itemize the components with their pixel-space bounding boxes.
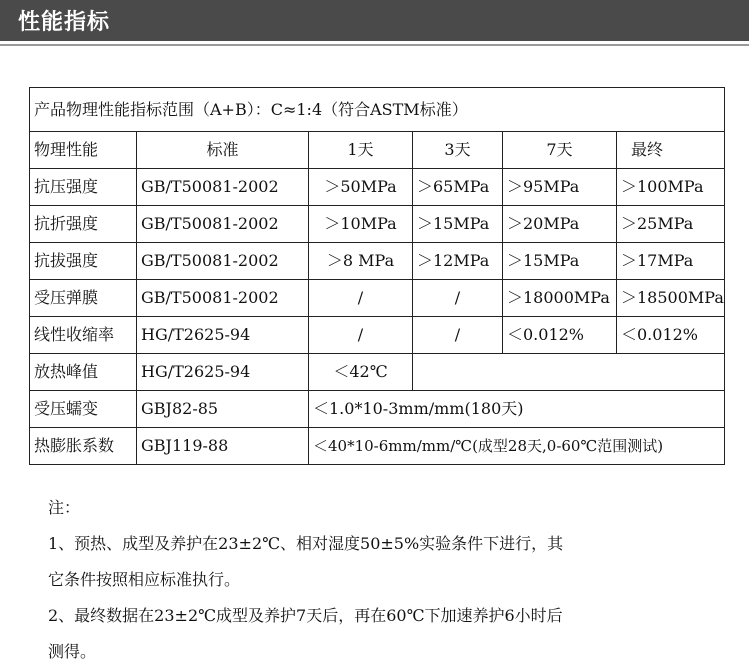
table-row xyxy=(30,317,725,354)
property-cell: 受压弹膜 xyxy=(30,280,137,317)
column-header: 7天 xyxy=(503,132,617,169)
column-header: 3天 xyxy=(413,132,503,169)
property-cell: 抗折强度 xyxy=(30,206,137,243)
day3-cell: ＞15MPa xyxy=(413,206,503,243)
value-cell: ＜42℃ xyxy=(309,354,413,391)
notes-label: 注： xyxy=(48,498,81,517)
day1-cell: / xyxy=(309,280,413,317)
note-text: 它条件按照相应标准执行。 xyxy=(48,570,241,589)
table-row xyxy=(30,391,725,428)
day1-cell: ＞50MPa xyxy=(309,169,413,206)
table-header-row xyxy=(30,132,725,169)
standard-cell: GB/T50081-2002 xyxy=(137,206,309,243)
value-cell: ＜40*10-6mm/mm/℃(成型28天,0-60℃范围测试) xyxy=(309,428,725,465)
table-caption: 产品物理性能指标范围（A+B）：C≈1:4（符合ASTM标准） xyxy=(30,88,725,132)
final-cell: ＞25MPa xyxy=(617,206,725,243)
day3-cell: ＞12MPa xyxy=(413,243,503,280)
final-cell: ＞17MPa xyxy=(617,243,725,280)
column-header: 物理性能 xyxy=(30,132,137,169)
day3-cell: / xyxy=(413,280,503,317)
column-header: 最终 xyxy=(617,132,725,169)
property-cell: 受压蠕变 xyxy=(30,391,137,428)
day1-cell: / xyxy=(309,317,413,354)
column-header: 标准 xyxy=(137,132,309,169)
note-text: 测得。 xyxy=(48,642,97,661)
section-header xyxy=(0,0,749,41)
day3-cell: ＞65MPa xyxy=(413,169,503,206)
value-cell: ＜1.0*10-3mm/mm(180天) xyxy=(309,391,725,428)
table-row xyxy=(30,206,725,243)
note-text: 2、最终数据在23±2℃成型及养护7天后，再在60℃下加速养护6小时后 xyxy=(48,606,563,625)
final-cell: ＞18500MPa xyxy=(617,280,725,317)
day7-cell: ＞18000MPa xyxy=(503,280,617,317)
standard-cell: GB/T50081-2002 xyxy=(137,280,309,317)
day7-cell: ＞20MPa xyxy=(503,206,617,243)
standard-cell: GBJ82-85 xyxy=(137,391,309,428)
table-caption-row xyxy=(30,88,725,132)
property-cell: 抗拔强度 xyxy=(30,243,137,280)
property-cell: 放热峰值 xyxy=(30,354,137,391)
table-row xyxy=(30,243,725,280)
performance-table xyxy=(29,87,725,465)
day7-cell: ＞15MPa xyxy=(503,243,617,280)
standard-cell: GB/T50081-2002 xyxy=(137,169,309,206)
property-cell: 线性收缩率 xyxy=(30,317,137,354)
day7-cell: ＞95MPa xyxy=(503,169,617,206)
day1-cell: ＞10MPa xyxy=(309,206,413,243)
standard-cell: HG/T2625-94 xyxy=(137,354,309,391)
day1-cell: ＞8 MPa xyxy=(309,243,413,280)
standard-cell: GB/T50081-2002 xyxy=(137,243,309,280)
day3-cell: / xyxy=(413,317,503,354)
property-cell: 热膨胀系数 xyxy=(30,428,137,465)
table-row xyxy=(30,280,725,317)
standard-cell: HG/T2625-94 xyxy=(137,317,309,354)
day7-cell: ＜0.012% xyxy=(503,317,617,354)
final-cell: ＜0.012% xyxy=(617,317,725,354)
section-title: 性能指标 xyxy=(18,10,111,35)
table-row xyxy=(30,169,725,206)
notes-section xyxy=(48,490,728,670)
standard-cell: GBJ119-88 xyxy=(137,428,309,465)
final-cell: ＞100MPa xyxy=(617,169,725,206)
table-row xyxy=(30,354,725,391)
column-header: 1天 xyxy=(309,132,413,169)
header-underline xyxy=(0,44,749,46)
property-cell: 抗压强度 xyxy=(30,169,137,206)
empty-cell xyxy=(413,354,725,391)
note-text: 1、预热、成型及养护在23±2℃、相对湿度50±5%实验条件下进行，其 xyxy=(48,534,564,553)
table-row xyxy=(30,428,725,465)
